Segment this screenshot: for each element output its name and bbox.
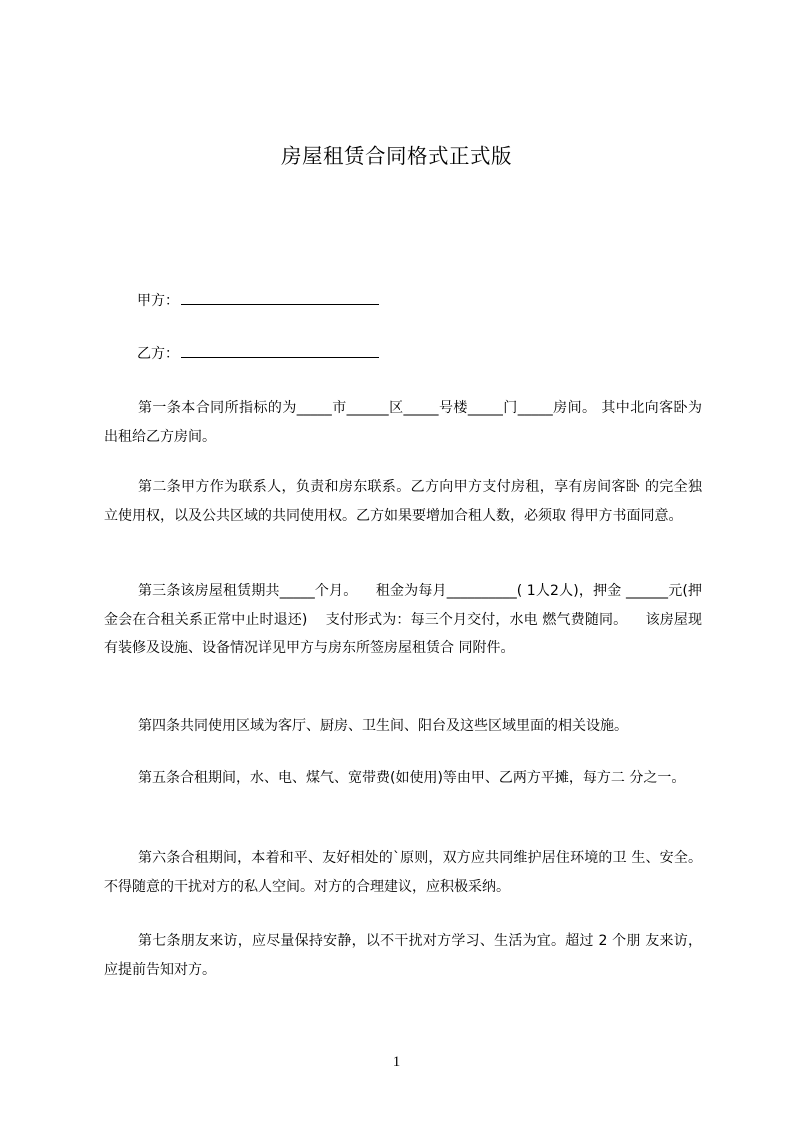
page-number: 1 (392, 1054, 401, 1070)
party-b-blank (181, 343, 379, 358)
clause-2 (104, 473, 702, 530)
clause-4-text: 第四条共同使用区域为客厅、厨房、卫生间、阳台及这些区域里面的相关设施。 (138, 718, 628, 734)
party-a-row (137, 290, 379, 311)
clause-6 (104, 844, 702, 901)
clause-7-text: 第七条朋友来访，应尽量保持安静，以不干扰对方学习、生活为宜。超过 2 个朋 友来访，应提前告知对方。 (104, 933, 702, 978)
clause-1 (104, 394, 702, 451)
clause-1-text: 第一条本合同所指标的为_____市______区_____号楼_____门_____房间。 其中北向客卧为出租给乙方房间。 (104, 400, 702, 445)
clause-7 (104, 927, 702, 984)
party-b-row (137, 343, 379, 364)
party-a-label: 甲方： (137, 293, 179, 309)
clause-6-text: 第六条合租期间，本着和平、友好相处的`原则，双方应共同维护居住环境的卫 生、安全。不得随意的干扰对方的私人空间。对方的合理建议，应积极采纳。 (104, 850, 702, 895)
clause-3 (104, 577, 702, 663)
clause-3-text: 第三条该房屋租赁期共_____个月。 租金为每月__________( 1人2人)，押金 ______元(押金会在合租关系正常中止时退还) 支付形式为：每三个月交付，水电 燃气费随同。 该房屋现有装修及设施、设备情况详见甲方与房东所签房屋租赁合 同附件。 (104, 583, 702, 656)
clause-5-text: 第五条合租期间，水、电、煤气、宽带费(如使用)等由甲、乙两方平摊，每方二 分之一。 (138, 770, 686, 786)
party-b-label: 乙方： (137, 346, 179, 362)
clause-5 (104, 764, 702, 793)
party-a-blank (181, 290, 379, 305)
document-title: 房屋租赁合同格式正式版 (281, 144, 512, 168)
clause-2-text: 第二条甲方作为联系人，负责和房东联系。乙方向甲方支付房租，享有房间客卧 的完全独立使用权，以及公共区域的共同使用权。乙方如果要增加合租人数，必须取 得甲方书面同意。 (104, 479, 702, 524)
clause-4 (104, 712, 702, 741)
